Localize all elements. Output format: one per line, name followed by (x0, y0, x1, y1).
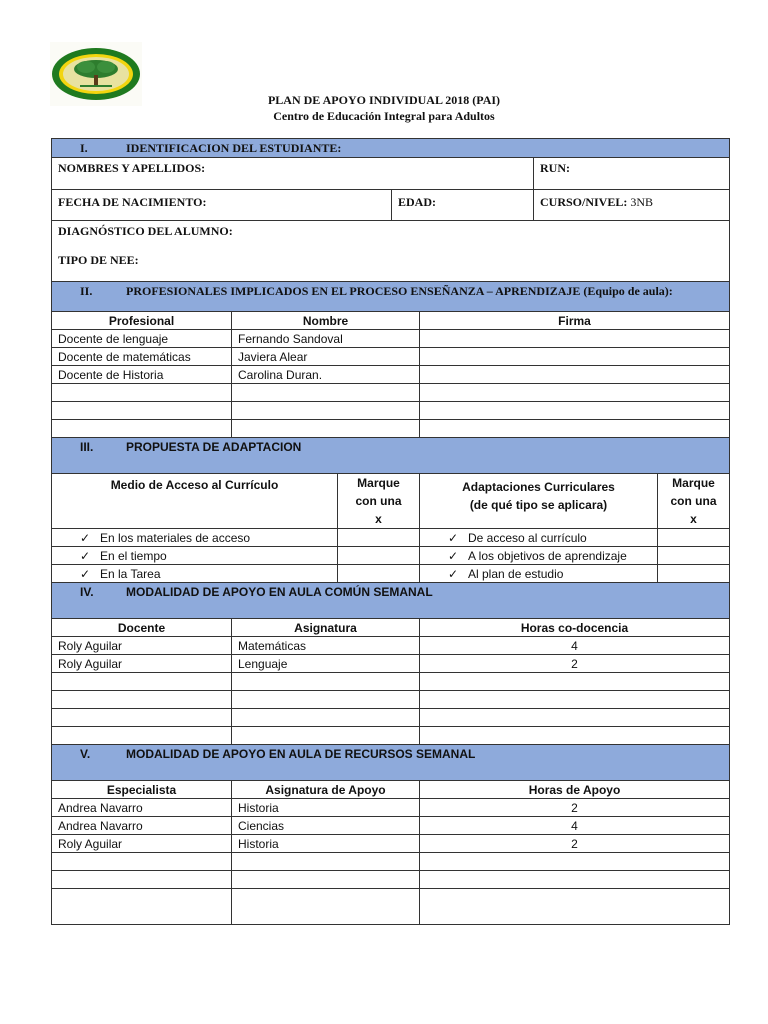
medio-item (52, 547, 338, 565)
header-line: Marque (357, 476, 400, 490)
table-cell[interactable] (420, 691, 730, 709)
check-icon: ✓ (80, 566, 91, 581)
table-cell: Docente de Historia (52, 366, 232, 384)
medio-item (52, 565, 338, 583)
col-header-marque (658, 474, 730, 529)
table-cell: 2 (420, 799, 730, 817)
header-line: con una (355, 494, 402, 508)
section-header (52, 438, 730, 474)
medio-label: En el tiempo (100, 548, 167, 563)
table-row (52, 384, 730, 402)
table-row (52, 402, 730, 420)
header-line: (de qué tipo se aplicara) (469, 498, 608, 512)
curso-label: CURSO/NIVEL: (540, 195, 628, 209)
fecha-label: FECHA DE NACIMIENTO: (58, 195, 207, 209)
table-cell: 4 (420, 637, 730, 655)
table-cell: Docente de matemáticas (52, 348, 232, 366)
mark-cell[interactable] (338, 547, 420, 565)
section-title: PROPUESTA DE ADAPTACION (126, 440, 302, 454)
mark-cell[interactable] (338, 529, 420, 547)
table-row (52, 835, 730, 853)
table-cell[interactable] (52, 420, 232, 438)
table-cell: Ciencias (232, 817, 420, 835)
fecha-nacimiento-field[interactable] (52, 190, 392, 221)
table-cell: 4 (420, 817, 730, 835)
section-number: III. (80, 440, 94, 454)
table-cell[interactable] (420, 727, 730, 745)
table-cell[interactable] (420, 853, 730, 871)
col-header: Especialista (52, 781, 232, 799)
signature-cell[interactable] (420, 366, 730, 384)
table-cell: Docente de lenguaje (52, 330, 232, 348)
header-line: Adaptaciones Curriculares (462, 480, 615, 494)
table-cell[interactable] (232, 871, 420, 889)
table-cell: Roly Aguilar (52, 637, 232, 655)
section-title: MODALIDAD DE APOYO EN AULA COMÚN SEMANAL (126, 585, 433, 599)
table-cell[interactable] (232, 420, 420, 438)
table-row (52, 565, 730, 583)
check-icon: ✓ (448, 548, 459, 563)
table-cell[interactable] (52, 691, 232, 709)
document-title: PLAN DE APOYO INDIVIDUAL 2018 (PAI) (267, 93, 501, 107)
adapt-item (420, 565, 658, 583)
table-row (52, 637, 730, 655)
diagnostico-field[interactable] (52, 221, 730, 282)
adapt-item (420, 547, 658, 565)
table-cell[interactable] (232, 673, 420, 691)
table-row (52, 420, 730, 438)
section-identificacion (51, 138, 730, 282)
table-row (52, 691, 730, 709)
mark-cell[interactable] (658, 529, 730, 547)
section-number: I. (80, 141, 88, 155)
table-cell[interactable] (52, 384, 232, 402)
table-row (52, 655, 730, 673)
signature-cell[interactable] (420, 330, 730, 348)
table-cell: 2 (420, 655, 730, 673)
header-line: Marque (672, 476, 715, 490)
check-icon: ✓ (448, 530, 459, 545)
col-header: Horas co-docencia (420, 619, 730, 637)
table-row (52, 529, 730, 547)
table-cell[interactable] (232, 853, 420, 871)
signature-cell[interactable] (420, 348, 730, 366)
pai-form (51, 138, 729, 925)
table-cell: Matemáticas (232, 637, 420, 655)
header-line: x (375, 512, 382, 526)
adapt-item (420, 529, 658, 547)
medio-label: En la Tarea (100, 566, 161, 581)
col-header: Nombre (232, 312, 420, 330)
section-number: V. (80, 747, 91, 761)
col-header: Asignatura (232, 619, 420, 637)
table-cell[interactable] (420, 889, 730, 925)
col-header: Horas de Apoyo (420, 781, 730, 799)
header-line: x (690, 512, 697, 526)
table-row (52, 817, 730, 835)
signature-cell[interactable] (420, 402, 730, 420)
signature-cell[interactable] (420, 420, 730, 438)
table-cell[interactable] (52, 853, 232, 871)
section-header (52, 583, 730, 619)
table-cell[interactable] (232, 889, 420, 925)
table-row (52, 871, 730, 889)
table-cell: Andrea Navarro (52, 799, 232, 817)
table-cell[interactable] (232, 402, 420, 420)
section-profesionales (51, 281, 730, 438)
section-number: II. (80, 284, 93, 298)
run-field[interactable] (534, 158, 730, 190)
col-header-marque (338, 474, 420, 529)
adapt-label: Al plan de estudio (468, 566, 564, 581)
tipo-nee-label: TIPO DE NEE: (58, 253, 139, 267)
section-number: IV. (80, 585, 94, 599)
signature-cell[interactable] (420, 384, 730, 402)
col-header-adaptaciones (420, 474, 658, 529)
table-row (52, 853, 730, 871)
col-header: Firma (420, 312, 730, 330)
mark-cell[interactable] (658, 565, 730, 583)
table-row (52, 366, 730, 384)
section-aula-recursos (51, 744, 730, 925)
table-cell[interactable] (232, 709, 420, 727)
adapt-label: De acceso al currículo (468, 530, 587, 545)
table-cell[interactable] (420, 709, 730, 727)
edad-field[interactable] (392, 190, 534, 221)
table-row (52, 330, 730, 348)
section-aula-comun (51, 582, 730, 745)
adapt-label: A los objetivos de aprendizaje (468, 548, 627, 563)
table-cell: Andrea Navarro (52, 817, 232, 835)
table-cell[interactable] (52, 402, 232, 420)
diagnostico-label: DIAGNÓSTICO DEL ALUMNO: (58, 224, 233, 238)
table-row (52, 709, 730, 727)
document-subtitle: Centro de Educación Integral para Adultos (273, 109, 495, 123)
check-icon: ✓ (80, 530, 91, 545)
table-cell: Historia (232, 835, 420, 853)
edad-label: EDAD: (398, 195, 436, 209)
table-cell: 2 (420, 835, 730, 853)
table-row (52, 727, 730, 745)
table-cell[interactable] (52, 727, 232, 745)
table-cell: Javiera Alear (232, 348, 420, 366)
table-cell: Historia (232, 799, 420, 817)
table-row (52, 547, 730, 565)
table-row (52, 673, 730, 691)
medio-item (52, 529, 338, 547)
col-header-medio: Medio de Acceso al Currículo (52, 474, 338, 529)
col-header: Docente (52, 619, 232, 637)
table-row (52, 889, 730, 925)
nombres-field[interactable] (52, 158, 534, 190)
check-icon: ✓ (448, 566, 459, 581)
table-cell[interactable] (52, 709, 232, 727)
table-cell: Fernando Sandoval (232, 330, 420, 348)
curso-value: 3NB (630, 195, 654, 209)
curso-field[interactable] (534, 190, 730, 221)
table-cell: Lenguaje (232, 655, 420, 673)
section-header (52, 282, 730, 312)
table-cell: Carolina Duran. (232, 366, 420, 384)
table-cell: Roly Aguilar (52, 655, 232, 673)
table-cell[interactable] (232, 384, 420, 402)
col-header: Asignatura de Apoyo (232, 781, 420, 799)
table-row (52, 348, 730, 366)
col-header: Profesional (52, 312, 232, 330)
section-propuesta (51, 437, 730, 583)
table-cell[interactable] (232, 727, 420, 745)
mark-cell[interactable] (658, 547, 730, 565)
table-cell[interactable] (420, 871, 730, 889)
header-line: con una (670, 494, 717, 508)
section-title: IDENTIFICACION DEL ESTUDIANTE: (126, 141, 342, 155)
section-header (52, 745, 730, 781)
table-cell[interactable] (232, 691, 420, 709)
check-icon: ✓ (80, 548, 91, 563)
table-cell[interactable] (52, 673, 232, 691)
section-title: PROFESIONALES IMPLICADOS EN EL PROCESO ENSEÑANZA – APRENDIZAJE (Equipo de aula): (126, 284, 673, 298)
mark-cell[interactable] (338, 565, 420, 583)
medio-label: En los materiales de acceso (100, 530, 251, 545)
table-cell: Roly Aguilar (52, 835, 232, 853)
run-label: RUN: (540, 161, 570, 175)
section-header (52, 139, 730, 158)
table-cell[interactable] (420, 673, 730, 691)
section-title: MODALIDAD DE APOYO EN AULA DE RECURSOS SEMANAL (126, 747, 476, 761)
table-cell[interactable] (52, 889, 232, 925)
table-row (52, 799, 730, 817)
nombres-label: NOMBRES Y APELLIDOS: (58, 161, 206, 175)
table-cell[interactable] (52, 871, 232, 889)
